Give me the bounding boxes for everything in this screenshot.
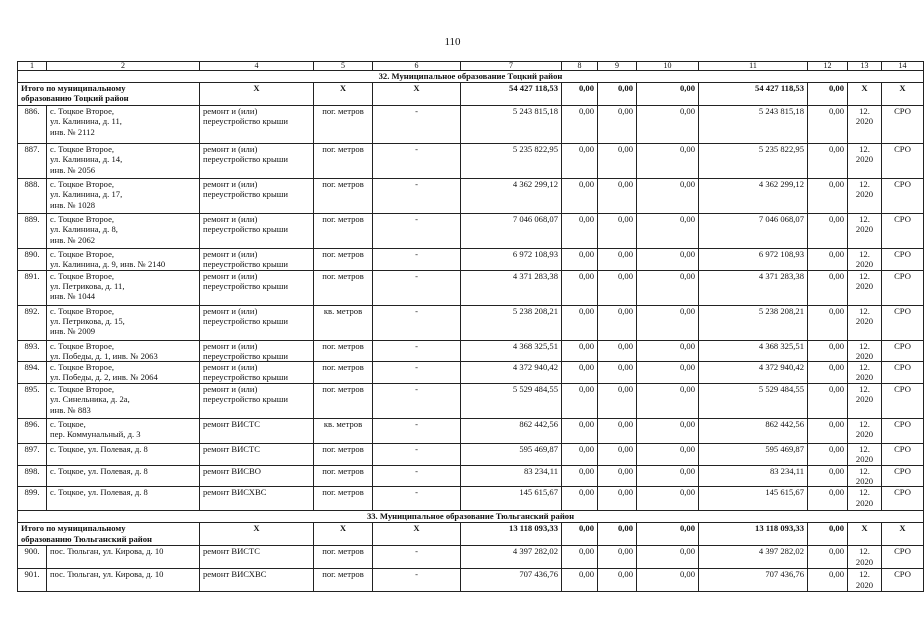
table-row [18,444,924,466]
fund-12-cell: 0,00 [808,384,848,419]
work-type-cell: ремонт и (или) переустройство крыши [200,270,314,305]
fund-9-cell: 0,00 [598,214,637,249]
row-number: 891. [18,270,47,305]
cost-cell: 4 397 282,02 [461,546,562,569]
unit-cell: пог. метров [314,487,373,511]
work-type-cell: ремонт и (или) переустройство крыши [200,106,314,144]
fund-11-cell: 862 442,56 [699,419,808,444]
total-cost: 54 427 118,53 [461,83,562,106]
method-cell: СРО [882,305,924,340]
method-cell: СРО [882,384,924,419]
unit-cell: пог. метров [314,465,373,487]
total-method: X [882,83,924,106]
work-type-cell: ремонт ВИСТС [200,419,314,444]
fund-11-cell: 4 397 282,02 [699,546,808,569]
cost-cell: 145 615,67 [461,487,562,511]
fund-12-cell: 0,00 [808,305,848,340]
fund-8-cell: 0,00 [562,419,598,444]
method-cell: СРО [882,419,924,444]
address-cell: с. Тоцкое Второе, ул. Калинина, д. 14, инв. № 2056 [47,144,200,179]
volume-cell: - [373,270,461,305]
address-cell: пос. Тюльган, ул. Кирова, д. 10 [47,569,200,592]
method-cell: СРО [882,546,924,569]
column-number: 7 [461,62,562,71]
method-cell: СРО [882,144,924,179]
section-header-row [18,511,924,523]
column-number-row [18,62,924,71]
page-number: 110 [444,36,461,48]
total-label: Итого по муниципальному образованию Тоцкий район [18,83,200,106]
fund-10-cell: 0,00 [637,144,699,179]
date-cell: 12. 2020 [848,569,882,592]
fund-12-cell: 0,00 [808,214,848,249]
fund-10-cell: 0,00 [637,340,699,362]
fund-11-cell: 145 615,67 [699,487,808,511]
method-cell: СРО [882,487,924,511]
column-number: 9 [598,62,637,71]
unit-cell: пог. метров [314,384,373,419]
fund-12-cell: 0,00 [808,144,848,179]
date-cell: 12. 2020 [848,487,882,511]
unit-cell: пог. метров [314,106,373,144]
address-cell: с. Тоцкое, ул. Полевая, д. 8 [47,444,200,466]
total-fund-12: 0,00 [808,523,848,546]
work-type-cell: ремонт и (или) переустройство крыши [200,179,314,214]
fund-11-cell: 4 362 299,12 [699,179,808,214]
section-header-row [18,71,924,83]
fund-8-cell: 0,00 [562,144,598,179]
work-type-cell: ремонт ВИСТС [200,546,314,569]
address-cell: с. Тоцкое Второе, ул. Петрикова, д. 11, инв. № 1044 [47,270,200,305]
total-fund-10: 0,00 [637,83,699,106]
row-number: 890. [18,249,47,271]
volume-cell: - [373,546,461,569]
method-cell: СРО [882,340,924,362]
volume-cell: - [373,465,461,487]
cost-cell: 595 469,87 [461,444,562,466]
fund-8-cell: 0,00 [562,340,598,362]
total-date: X [848,83,882,106]
column-number: 14 [882,62,924,71]
cost-cell: 5 243 815,18 [461,106,562,144]
fund-11-cell: 5 238 208,21 [699,305,808,340]
fund-8-cell: 0,00 [562,384,598,419]
fund-8-cell: 0,00 [562,214,598,249]
cost-cell: 7 046 068,07 [461,214,562,249]
method-cell: СРО [882,214,924,249]
row-number: 899. [18,487,47,511]
capital-repair-table [17,61,924,592]
date-cell: 12. 2020 [848,106,882,144]
fund-10-cell: 0,00 [637,465,699,487]
fund-8-cell: 0,00 [562,362,598,384]
date-cell: 12. 2020 [848,214,882,249]
fund-11-cell: 5 235 822,95 [699,144,808,179]
work-type-cell: ремонт и (или) переустройство крыши [200,249,314,271]
fund-9-cell: 0,00 [598,249,637,271]
volume-cell: - [373,340,461,362]
section-total-row [18,523,924,546]
fund-12-cell: 0,00 [808,546,848,569]
date-cell: 12. 2020 [848,340,882,362]
unit-cell: пог. метров [314,214,373,249]
fund-9-cell: 0,00 [598,384,637,419]
fund-8-cell: 0,00 [562,465,598,487]
fund-10-cell: 0,00 [637,214,699,249]
date-cell: 12. 2020 [848,546,882,569]
fund-12-cell: 0,00 [808,362,848,384]
work-type-cell: ремонт ВИСВО [200,465,314,487]
fund-9-cell: 0,00 [598,419,637,444]
cost-cell: 4 368 325,51 [461,340,562,362]
cost-cell: 5 529 484,55 [461,384,562,419]
unit-cell: пог. метров [314,362,373,384]
fund-9-cell: 0,00 [598,305,637,340]
volume-cell: - [373,144,461,179]
fund-10-cell: 0,00 [637,384,699,419]
fund-9-cell: 0,00 [598,340,637,362]
work-type-cell: ремонт ВИСТС [200,444,314,466]
table-row [18,569,924,592]
row-number: 895. [18,384,47,419]
fund-11-cell: 595 469,87 [699,444,808,466]
method-cell: СРО [882,249,924,271]
address-cell: с. Тоцкое Второе, ул. Победы, д. 2, инв. № 2064 [47,362,200,384]
table-row [18,179,924,214]
date-cell: 12. 2020 [848,444,882,466]
total-fund-10: 0,00 [637,523,699,546]
fund-11-cell: 4 372 940,42 [699,362,808,384]
total-fund-8: 0,00 [562,523,598,546]
fund-11-cell: 707 436,76 [699,569,808,592]
fund-12-cell: 0,00 [808,487,848,511]
cost-cell: 4 362 299,12 [461,179,562,214]
fund-9-cell: 0,00 [598,569,637,592]
fund-12-cell: 0,00 [808,249,848,271]
column-number: 10 [637,62,699,71]
cost-cell: 5 238 208,21 [461,305,562,340]
fund-11-cell: 4 368 325,51 [699,340,808,362]
work-type-cell: ремонт и (или) переустройство крыши [200,214,314,249]
date-cell: 12. 2020 [848,362,882,384]
total-fund-9: 0,00 [598,523,637,546]
method-cell: СРО [882,179,924,214]
cost-cell: 4 372 940,42 [461,362,562,384]
row-number: 886. [18,106,47,144]
row-number: 898. [18,465,47,487]
method-cell: СРО [882,270,924,305]
work-type-cell: ремонт и (или) переустройство крыши [200,305,314,340]
fund-11-cell: 6 972 108,93 [699,249,808,271]
fund-9-cell: 0,00 [598,179,637,214]
fund-10-cell: 0,00 [637,270,699,305]
column-number: 5 [314,62,373,71]
row-number: 894. [18,362,47,384]
address-cell: с. Тоцкое Второе, ул. Калинина, д. 8, инв. № 2062 [47,214,200,249]
unit-cell: пог. метров [314,249,373,271]
total-volume: X [373,523,461,546]
fund-8-cell: 0,00 [562,249,598,271]
date-cell: 12. 2020 [848,465,882,487]
section-title: 33. Муниципальное образование Тюльганский район [18,511,924,523]
table-row [18,419,924,444]
fund-8-cell: 0,00 [562,305,598,340]
fund-12-cell: 0,00 [808,340,848,362]
fund-8-cell: 0,00 [562,569,598,592]
fund-11-cell: 4 371 283,38 [699,270,808,305]
fund-11-cell: 7 046 068,07 [699,214,808,249]
unit-cell: пог. метров [314,179,373,214]
cost-cell: 5 235 822,95 [461,144,562,179]
fund-11-cell: 5 243 815,18 [699,106,808,144]
method-cell: СРО [882,444,924,466]
fund-9-cell: 0,00 [598,546,637,569]
fund-12-cell: 0,00 [808,419,848,444]
unit-cell: пог. метров [314,569,373,592]
volume-cell: - [373,249,461,271]
date-cell: 12. 2020 [848,179,882,214]
volume-cell: - [373,487,461,511]
fund-11-cell: 5 529 484,55 [699,384,808,419]
unit-cell: пог. метров [314,270,373,305]
row-number: 887. [18,144,47,179]
work-type-cell: ремонт и (или) переустройство крыши [200,340,314,362]
fund-8-cell: 0,00 [562,270,598,305]
column-number: 1 [18,62,47,71]
cost-cell: 862 442,56 [461,419,562,444]
date-cell: 12. 2020 [848,384,882,419]
work-type-cell: ремонт и (или) переустройство крыши [200,384,314,419]
total-unit: X [314,523,373,546]
volume-cell: - [373,419,461,444]
total-method: X [882,523,924,546]
volume-cell: - [373,384,461,419]
total-date: X [848,523,882,546]
address-cell: с. Тоцкое, пер. Коммунальный, д. 3 [47,419,200,444]
fund-10-cell: 0,00 [637,444,699,466]
fund-10-cell: 0,00 [637,487,699,511]
fund-9-cell: 0,00 [598,270,637,305]
fund-10-cell: 0,00 [637,419,699,444]
total-fund-11: 13 118 093,33 [699,523,808,546]
volume-cell: - [373,305,461,340]
row-number: 901. [18,569,47,592]
table-row [18,305,924,340]
address-cell: с. Тоцкое, ул. Полевая, д. 8 [47,465,200,487]
fund-9-cell: 0,00 [598,444,637,466]
column-number: 6 [373,62,461,71]
fund-9-cell: 0,00 [598,465,637,487]
table-row [18,270,924,305]
volume-cell: - [373,179,461,214]
address-cell: с. Тоцкое Второе, ул. Калинина, д. 17, инв. № 1028 [47,179,200,214]
fund-8-cell: 0,00 [562,179,598,214]
work-type-cell: ремонт и (или) переустройство крыши [200,362,314,384]
total-unit: X [314,83,373,106]
table-row [18,546,924,569]
fund-10-cell: 0,00 [637,249,699,271]
address-cell: с. Тоцкое Второе, ул. Синельника, д. 2а, инв. № 883 [47,384,200,419]
column-number: 8 [562,62,598,71]
fund-10-cell: 0,00 [637,569,699,592]
row-number: 892. [18,305,47,340]
table-row [18,340,924,362]
fund-12-cell: 0,00 [808,179,848,214]
work-type-cell: ремонт ВИСХВС [200,487,314,511]
fund-8-cell: 0,00 [562,106,598,144]
fund-9-cell: 0,00 [598,144,637,179]
address-cell: с. Тоцкое Второе, ул. Петрикова, д. 15, инв. № 2009 [47,305,200,340]
address-cell: пос. Тюльган, ул. Кирова, д. 10 [47,546,200,569]
unit-cell: кв. метров [314,419,373,444]
date-cell: 12. 2020 [848,270,882,305]
method-cell: СРО [882,362,924,384]
table-row [18,362,924,384]
unit-cell: пог. метров [314,444,373,466]
column-number: 13 [848,62,882,71]
cost-cell: 83 234,11 [461,465,562,487]
table-row [18,144,924,179]
total-fund-8: 0,00 [562,83,598,106]
total-label: Итого по муниципальному образованию Тюльганский район [18,523,200,546]
fund-8-cell: 0,00 [562,487,598,511]
table-row [18,384,924,419]
total-fund-12: 0,00 [808,83,848,106]
unit-cell: пог. метров [314,340,373,362]
row-number: 893. [18,340,47,362]
section-total-row [18,83,924,106]
unit-cell: кв. метров [314,305,373,340]
date-cell: 12. 2020 [848,419,882,444]
date-cell: 12. 2020 [848,249,882,271]
table-row [18,214,924,249]
fund-8-cell: 0,00 [562,444,598,466]
total-volume: X [373,83,461,106]
fund-8-cell: 0,00 [562,546,598,569]
column-number: 4 [200,62,314,71]
column-number: 2 [47,62,200,71]
total-cost: 13 118 093,33 [461,523,562,546]
volume-cell: - [373,106,461,144]
table-row [18,249,924,271]
cost-cell: 6 972 108,93 [461,249,562,271]
unit-cell: пог. метров [314,144,373,179]
fund-12-cell: 0,00 [808,465,848,487]
total-work-type: X [200,83,314,106]
section-title: 32. Муниципальное образование Тоцкий район [18,71,924,83]
cost-cell: 4 371 283,38 [461,270,562,305]
fund-11-cell: 83 234,11 [699,465,808,487]
method-cell: СРО [882,106,924,144]
column-number: 11 [699,62,808,71]
total-fund-11: 54 427 118,53 [699,83,808,106]
fund-10-cell: 0,00 [637,362,699,384]
address-cell: с. Тоцкое Второе, ул. Калинина, д. 9, инв. № 2140 [47,249,200,271]
fund-12-cell: 0,00 [808,444,848,466]
fund-10-cell: 0,00 [637,179,699,214]
volume-cell: - [373,214,461,249]
row-number: 889. [18,214,47,249]
row-number: 896. [18,419,47,444]
unit-cell: пог. метров [314,546,373,569]
fund-10-cell: 0,00 [637,106,699,144]
method-cell: СРО [882,569,924,592]
volume-cell: - [373,569,461,592]
work-type-cell: ремонт ВИСХВС [200,569,314,592]
fund-10-cell: 0,00 [637,546,699,569]
row-number: 897. [18,444,47,466]
fund-12-cell: 0,00 [808,569,848,592]
row-number: 900. [18,546,47,569]
table-row [18,106,924,144]
table-row [18,465,924,487]
total-fund-9: 0,00 [598,83,637,106]
cost-cell: 707 436,76 [461,569,562,592]
date-cell: 12. 2020 [848,305,882,340]
date-cell: 12. 2020 [848,144,882,179]
volume-cell: - [373,444,461,466]
volume-cell: - [373,362,461,384]
fund-9-cell: 0,00 [598,487,637,511]
fund-12-cell: 0,00 [808,270,848,305]
address-cell: с. Тоцкое Второе, ул. Победы, д. 1, инв. № 2063 [47,340,200,362]
address-cell: с. Тоцкое Второе, ул. Калинина, д. 11, инв. № 2112 [47,106,200,144]
fund-12-cell: 0,00 [808,106,848,144]
fund-9-cell: 0,00 [598,106,637,144]
work-type-cell: ремонт и (или) переустройство крыши [200,144,314,179]
fund-10-cell: 0,00 [637,305,699,340]
address-cell: с. Тоцкое, ул. Полевая, д. 8 [47,487,200,511]
table-row [18,487,924,511]
method-cell: СРО [882,465,924,487]
total-work-type: X [200,523,314,546]
column-number: 12 [808,62,848,71]
row-number: 888. [18,179,47,214]
fund-9-cell: 0,00 [598,362,637,384]
